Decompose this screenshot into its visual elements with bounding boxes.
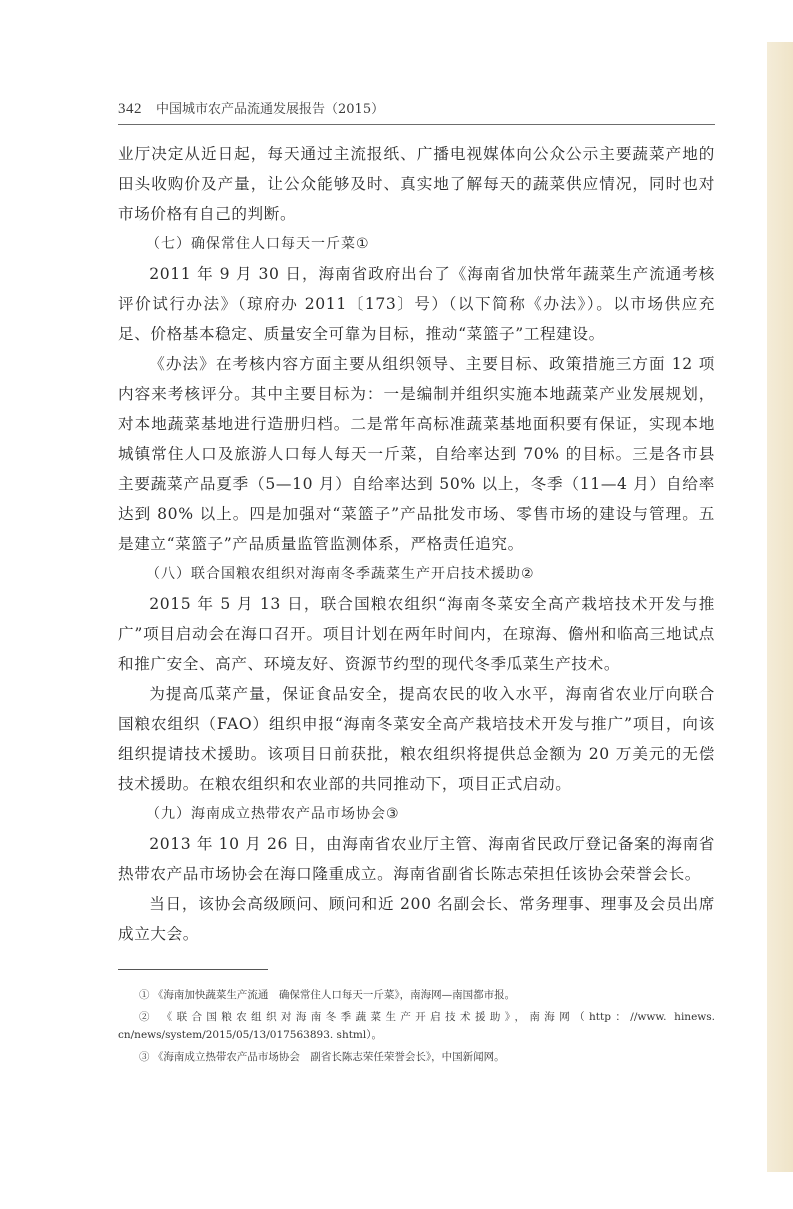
paragraph: 为提高瓜菜产量，保证食品安全，提高农民的收入水平，海南省农业厅向联合国粮农组织（FAO）组织申报“海南冬菜安全高产栽培技术开发与推广”项目，向该组织提请技术援助。该项目日前获批，粮农组织将提供总金额为 20 万美元的无偿技术援助。在粮农组织和农业部的共同推动下，项目正式启动。 (118, 685, 715, 793)
section-heading-7: （七）确保常住人口每天一斤菜① (146, 236, 370, 252)
page-number: 342 (118, 101, 142, 117)
section-heading-9: （九）海南成立热带农产品市场协会③ (146, 806, 400, 822)
body-text (118, 139, 715, 949)
book-page (118, 98, 715, 1066)
section-heading-8: （八）联合国粮农组织对海南冬季蔬菜生产开启技术援助② (146, 566, 535, 582)
footnote-1: ① 《海南加快蔬菜生产流通 确保常住人口每天一斤菜》，南海网—南国都市报。 (139, 989, 516, 1001)
book-title: 中国城市农产品流通发展报告（2015） (156, 102, 385, 117)
paragraph: 2013 年 10 月 26 日，由海南省农业厅主管、海南省民政厅登记备案的海南省热带农产品市场协会在海口隆重成立。海南省副省长陈志荣担任该协会荣誉会长。 (118, 835, 715, 883)
page-edge-shadow (767, 42, 793, 1172)
paragraph: 2011 年 9 月 30 日，海南省政府出台了《海南省加快常年蔬菜生产流通考核评价试行办法》（琼府办 2011〔173〕号）（以下简称《办法》）。以市场供应充足、价格基本稳定、质量安全可靠为目标，推动“菜篮子”工程建设。 (118, 265, 715, 343)
footnote-2: ② 《联合国粮农组织对海南冬季蔬菜生产开启技术援助》，南海网（http：//www. hinews. cn/news/system/2015/05/13/017563893. shtml）。 (118, 1011, 715, 1041)
running-header (118, 98, 715, 125)
paragraph: 2015 年 5 月 13 日，联合国粮农组织“海南冬菜安全高产栽培技术开发与推广”项目启动会在海口召开。项目计划在两年时间内，在琼海、儋州和临高三地试点和推广安全、高产、环境友好、资源节约型的现代冬季瓜菜生产技术。 (118, 595, 715, 673)
paragraph: 业厅决定从近日起，每天通过主流报纸、广播电视媒体向公众公示主要蔬菜产地的田头收购价及产量，让公众能够及时、真实地了解每天的蔬菜供应情况，同时也对市场价格有自己的判断。 (118, 145, 715, 223)
paragraph: 《办法》在考核内容方面主要从组织领导、主要目标、政策措施三方面 12 项内容来考核评分。其中主要目标为：一是编制并组织实施本地蔬菜产业发展规划，对本地蔬菜基地进行造册归档。二是常年高标准蔬菜基地面积要有保证，实现本地城镇常住人口及旅游人口每人每天一斤菜，自给率达到 70% 的目标。三是各市县主要蔬菜产品夏季（5—10 月）自给率达到 50% 以上，冬季（11—4 月）自给率达到 80% 以上。四是加强对“菜篮子”产品批发市场、零售市场的建设与管理。五是建立“菜篮子”产品质量监管监测体系，严格责任追究。 (118, 355, 715, 553)
footnote-divider (118, 969, 268, 970)
footnote-3: ③ 《海南成立热带农产品市场协会 副省长陈志荣任荣誉会长》，中国新闻网。 (139, 1051, 505, 1063)
footnotes (118, 986, 715, 1066)
paragraph: 当日，该协会高级顾问、顾问和近 200 名副会长、常务理事、理事及会员出席成立大会。 (118, 895, 715, 943)
